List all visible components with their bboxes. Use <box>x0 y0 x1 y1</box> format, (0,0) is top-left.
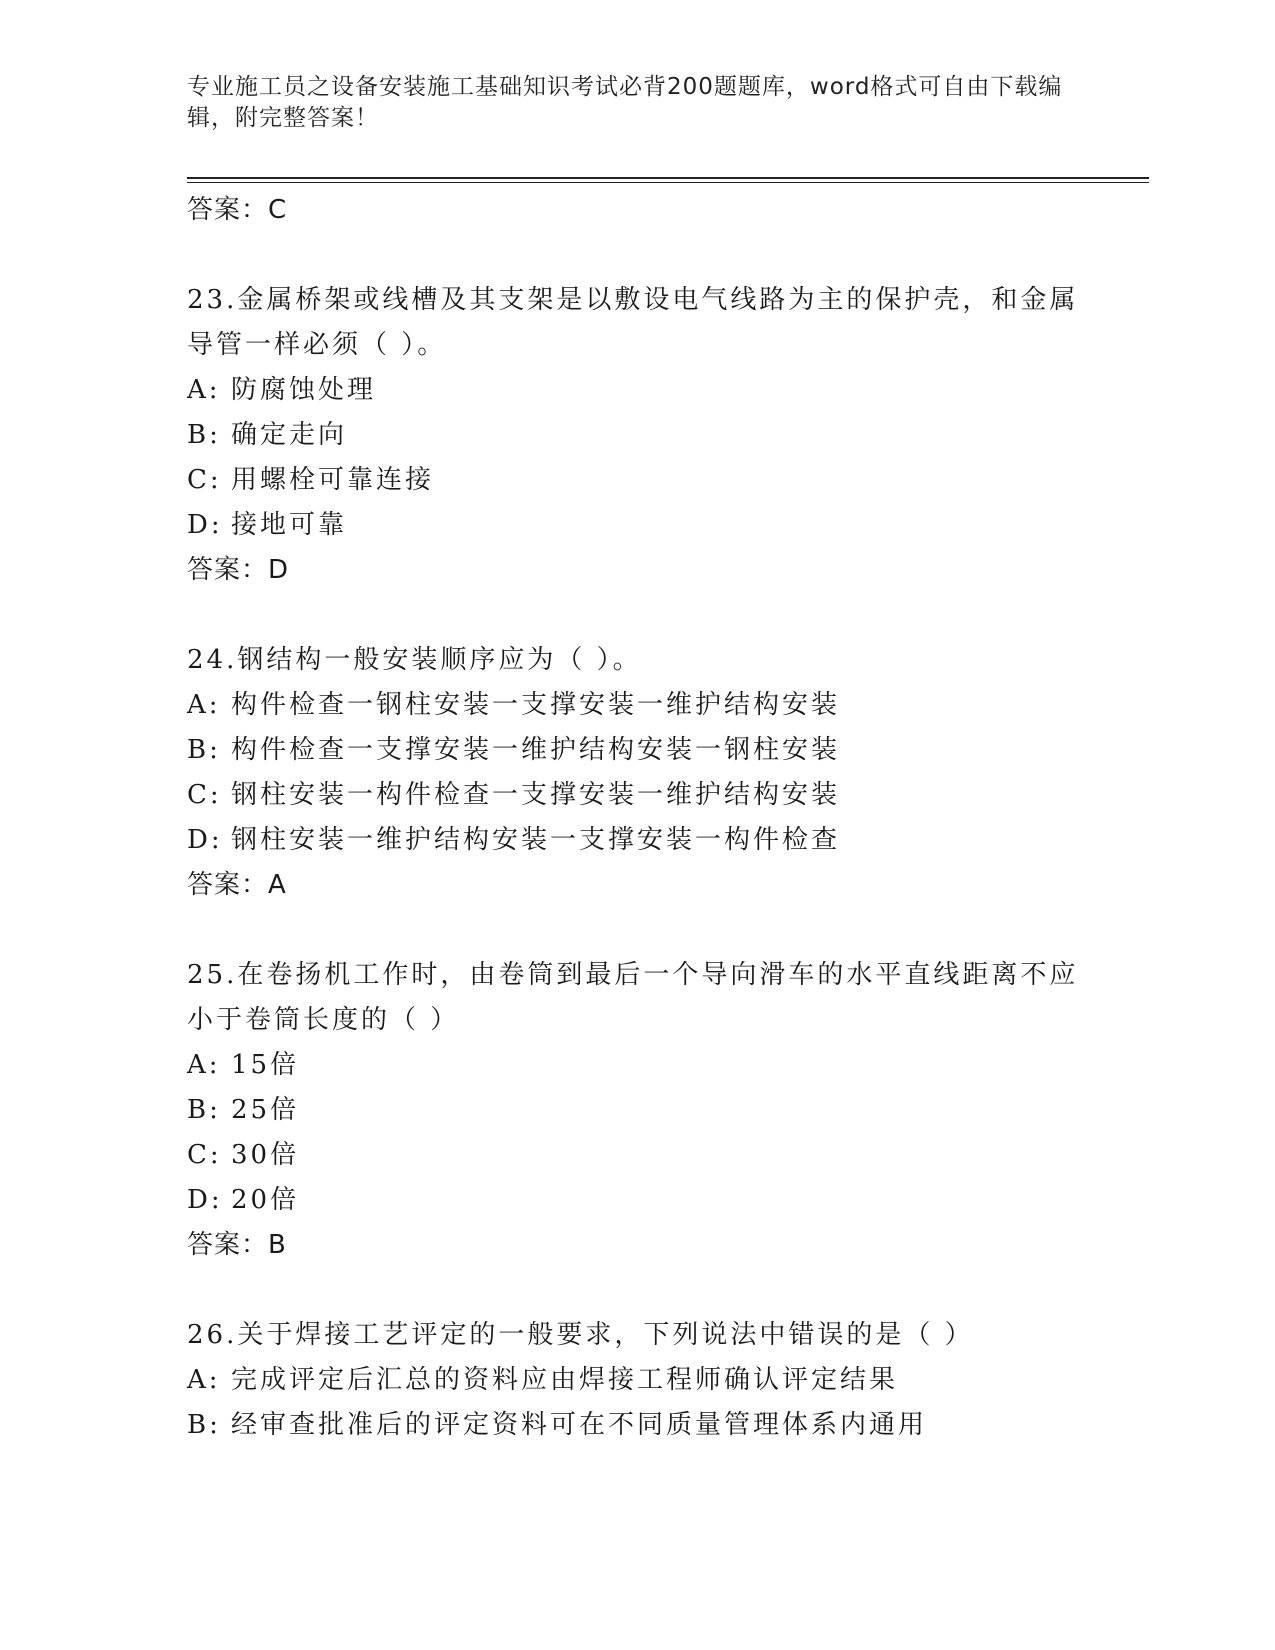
option-d <box>187 1178 1087 1223</box>
option-c <box>187 773 1087 818</box>
option-key: B: <box>187 735 221 765</box>
option-a <box>187 1043 1087 1088</box>
option-key: C: <box>187 465 222 495</box>
option-key: A: <box>187 1050 221 1080</box>
option-a <box>187 368 1087 413</box>
question-stem: 25.在卷扬机工作时，由卷筒到最后一个导向滑车的水平直线距离不应小于卷筒长度的（ ） <box>187 960 1079 1035</box>
option-key: C: <box>187 780 222 810</box>
option-a <box>187 683 1087 728</box>
answer-line: 答案：B <box>187 1230 287 1260</box>
option-text: 用螺栓可靠连接 <box>231 465 435 495</box>
option-text: 确定走向 <box>231 420 348 450</box>
option-key: B: <box>187 1410 221 1440</box>
option-key: D: <box>187 825 223 855</box>
answer-line: 答案：A <box>187 870 287 900</box>
option-text: 15倍 <box>231 1050 300 1080</box>
option-text: 经审查批准后的评定资料可在不同质量管理体系内通用 <box>231 1410 928 1440</box>
option-a <box>187 1358 1087 1403</box>
option-text: 钢柱安装一维护结构安装一支撑安装一构件检查 <box>231 825 841 855</box>
option-b <box>187 1403 1087 1448</box>
option-key: A: <box>187 690 221 720</box>
document-header: 专业施工员之设备安装施工基础知识考试必背200题题库，word格式可自由下载编辑，附完整答案！ <box>187 74 1063 131</box>
option-text: 构件检查一支撑安装一维护结构安装一钢柱安装 <box>231 735 841 765</box>
option-key: B: <box>187 1095 221 1125</box>
option-text: 25倍 <box>231 1095 300 1125</box>
option-key: B: <box>187 420 221 450</box>
question-item <box>187 953 1087 1268</box>
header-divider-thick <box>187 177 1149 179</box>
header-divider-thin <box>187 182 1149 183</box>
question-item <box>187 638 1087 908</box>
option-c <box>187 1133 1087 1178</box>
option-text: 完成评定后汇总的资料应由焊接工程师确认评定结果 <box>231 1365 899 1395</box>
option-text: 防腐蚀处理 <box>231 375 377 405</box>
option-b <box>187 1088 1087 1133</box>
option-text: 接地可靠 <box>231 510 348 540</box>
question-stem: 26.关于焊接工艺评定的一般要求，下列说法中错误的是（ ） <box>187 1320 974 1350</box>
answer-line: 答案：C <box>187 195 288 225</box>
question-list <box>187 188 1087 1448</box>
option-key: D: <box>187 1185 223 1215</box>
question-item <box>187 278 1087 593</box>
option-key: D: <box>187 510 223 540</box>
question-stem: 23.金属桥架或线槽及其支架是以敷设电气线路为主的保护壳，和金属导管一样必须（ ）。 <box>187 285 1079 360</box>
option-text: 30倍 <box>231 1140 300 1170</box>
question-item <box>187 1313 1087 1448</box>
option-text: 构件检查一钢柱安装一支撑安装一维护结构安装 <box>231 690 841 720</box>
option-b <box>187 413 1087 458</box>
option-d <box>187 503 1087 548</box>
answer-line: 答案：D <box>187 555 290 585</box>
option-text: 钢柱安装一构件检查一支撑安装一维护结构安装 <box>231 780 841 810</box>
question-stem: 24.钢结构一般安装顺序应为（ ）。 <box>187 645 642 675</box>
option-key: A: <box>187 375 221 405</box>
option-key: C: <box>187 1140 222 1170</box>
option-text: 20倍 <box>231 1185 300 1215</box>
option-c <box>187 458 1087 503</box>
option-key: A: <box>187 1365 221 1395</box>
option-b <box>187 728 1087 773</box>
option-d <box>187 818 1087 863</box>
